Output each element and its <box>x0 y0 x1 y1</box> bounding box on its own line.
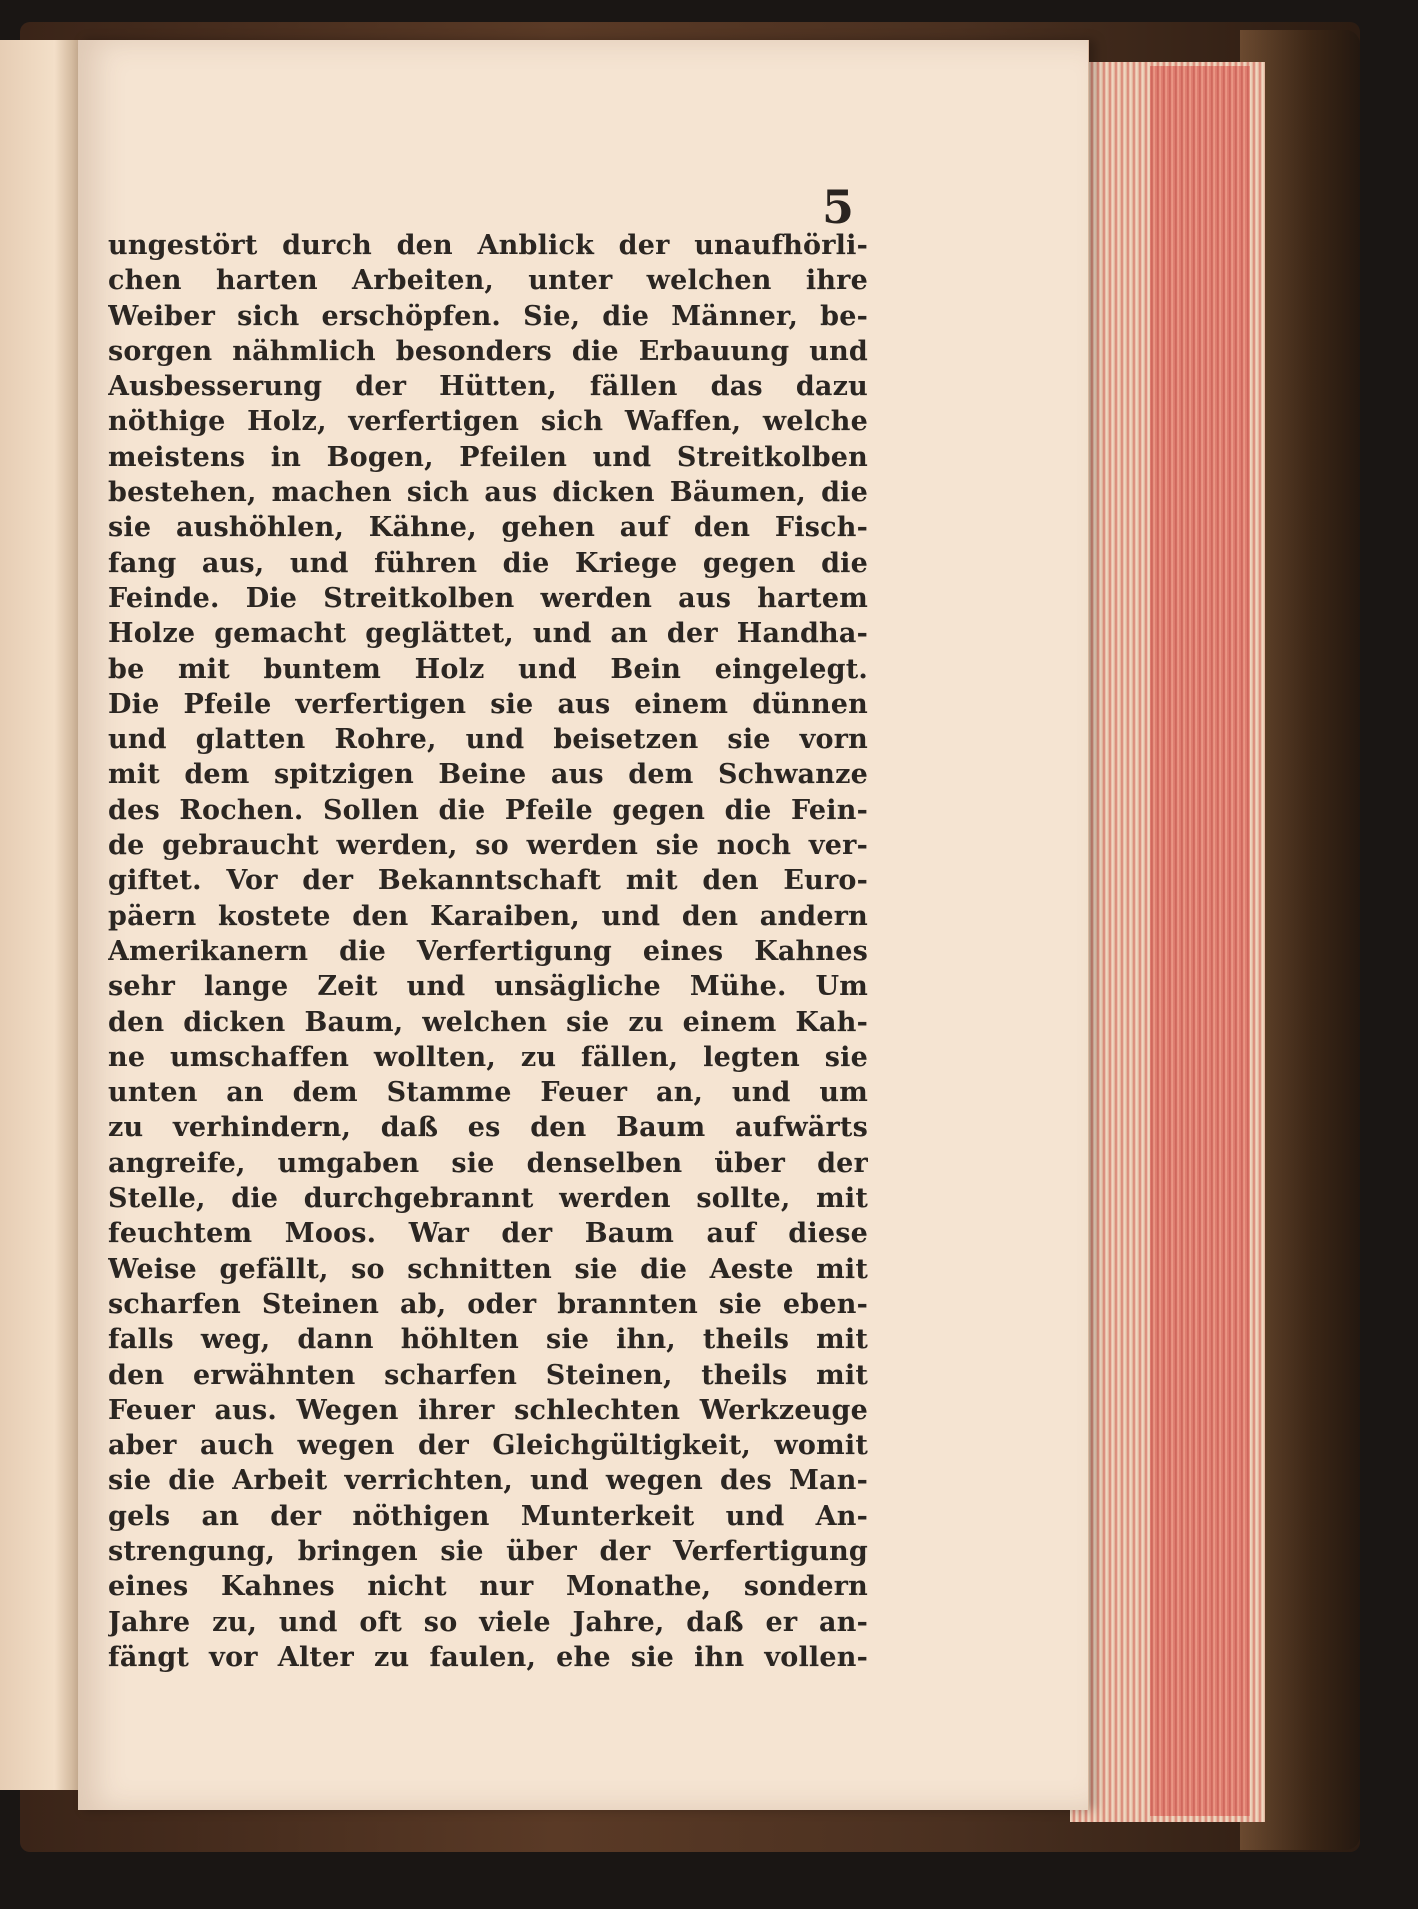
text-line: giftet. Vor der Bekanntschaft mit den Euro- <box>108 865 868 897</box>
page-number: 5 <box>822 180 855 234</box>
text-line: Feinde. Die Streitkolben werden aus hartem <box>108 582 868 614</box>
text-line: Jahre zu, und oft so viele Jahre, daß er an- <box>108 1606 868 1638</box>
text-line: Holze gemacht geglättet, und an der Handha- <box>108 618 868 650</box>
red-page-edges <box>1150 66 1250 1816</box>
left-page-edge <box>0 40 78 1790</box>
page-text <box>108 228 868 1675</box>
text-line: scharfen Steinen ab, oder brannten sie eben- <box>108 1288 868 1320</box>
text-line: sorgen nähmlich besonders die Erbauung und <box>108 335 868 367</box>
text-line: Weise gefällt, so schnitten sie die Aeste mit <box>108 1253 868 1285</box>
text-line: meistens in Bogen, Pfeilen und Streitkolben <box>108 441 868 473</box>
text-line: Die Pfeile verfertigen sie aus einem dünnen <box>108 688 868 720</box>
text-line: den dicken Baum, welchen sie zu einem Kah- <box>108 1006 868 1038</box>
text-line: den erwähnten scharfen Steinen, theils mit <box>108 1359 868 1391</box>
text-line: unten an dem Stamme Feuer an, und um <box>108 1077 868 1109</box>
text-line: päern kostete den Karaiben, und den andern <box>108 900 868 932</box>
text-line: sie aushöhlen, Kähne, gehen auf den Fisch- <box>108 512 868 544</box>
text-line: mit dem spitzigen Beine aus dem Schwanze <box>108 759 868 791</box>
text-line: sehr lange Zeit und unsägliche Mühe. Um <box>108 971 868 1003</box>
text-line: de gebraucht werden, so werden sie noch ver- <box>108 830 868 862</box>
text-line: falls weg, dann höhlten sie ihn, theils mit <box>108 1324 868 1356</box>
text-line: aber auch wegen der Gleichgültigkeit, womit <box>108 1430 868 1462</box>
text-line: gels an der nöthigen Munterkeit und An- <box>108 1500 868 1532</box>
text-line: angreife, umgaben sie denselben über der <box>108 1147 868 1179</box>
text-line: fängt vor Alter zu faulen, ehe sie ihn vollen- <box>108 1641 868 1673</box>
text-line: feuchtem Moos. War der Baum auf diese <box>108 1218 868 1250</box>
text-line: eines Kahnes nicht nur Monathe, sondern <box>108 1571 868 1603</box>
text-line: Weiber sich erschöpfen. Sie, die Männer, be- <box>108 300 868 332</box>
text-line: bestehen, machen sich aus dicken Bäumen, die <box>108 477 868 509</box>
text-line: be mit buntem Holz und Bein eingelegt. <box>108 653 868 685</box>
text-line: sie die Arbeit verrichten, und wegen des Man- <box>108 1465 868 1497</box>
text-line: fang aus, und führen die Kriege gegen die <box>108 547 868 579</box>
text-line: chen harten Arbeiten, unter welchen ihre <box>108 265 868 297</box>
text-line: zu verhindern, daß es den Baum aufwärts <box>108 1112 868 1144</box>
text-line: nöthige Holz, verfertigen sich Waffen, welche <box>108 406 868 438</box>
text-line: des Rochen. Sollen die Pfeile gegen die Fein- <box>108 794 868 826</box>
text-line: ungestört durch den Anblick der unaufhörli- <box>108 230 868 261</box>
text-line: und glatten Rohre, und beisetzen sie vorn <box>108 724 868 756</box>
text-line: Feuer aus. Wegen ihrer schlechten Werkzeuge <box>108 1394 868 1426</box>
text-line: Ausbesserung der Hütten, fällen das dazu <box>108 371 868 403</box>
text-line: ne umschaffen wollten, zu fällen, legten sie <box>108 1041 868 1073</box>
text-line: strengung, bringen sie über der Verfertigung <box>108 1535 868 1567</box>
text-line: Amerikanern die Verfertigung eines Kahnes <box>108 935 868 967</box>
text-line: Stelle, die durchgebrannt werden sollte, mit <box>108 1183 868 1215</box>
